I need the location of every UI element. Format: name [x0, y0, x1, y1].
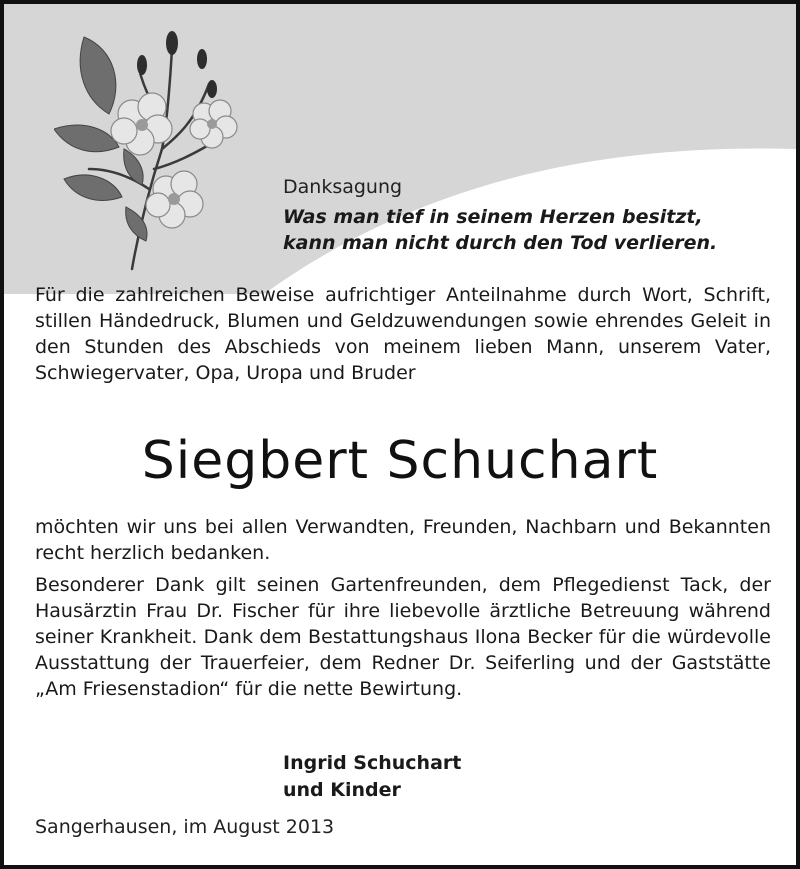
rose-branch-icon [54, 29, 264, 274]
special-thanks-paragraph: Besonderer Dank gilt seinen Gartenfreunden, dem Pflegedienst Tack, der Hausärztin Frau Dr. Fischer für ihre liebevolle ärztliche Betreuung während seiner Krankheit. Dank dem Bestattungshaus Ilona Becker für die würdevolle Ausstattung der Trauerfeier, dem Redner Dr. Seiferling und der Gaststätte „Am Friesenstadion“ für die nette Bewirtung. [35, 574, 771, 700]
notice-label: Danksagung [283, 176, 403, 198]
verse-line: kann man nicht durch den Tod verlieren. [283, 232, 718, 254]
deceased-name: Siegbert Schuchart [141, 431, 659, 491]
intro-block [283, 176, 783, 256]
signature [283, 750, 461, 804]
signature-line: Ingrid Schuchart [283, 752, 462, 774]
intro-paragraph: Für die zahlreichen Beweise aufrichtiger Anteilnahme durch Wort, Schrift, stillen Händedruck, Blumen und Geldzuwendungen sowie ehrendes Geleit in den Stunden des Abschieds von meinem lieben Mann, unserem Vater, Schwiegervater, Opa, Uropa und Bruder [35, 284, 771, 384]
thanks-paragraph: möchten wir uns bei allen Verwandten, Freunden, Nachbarn und Bekannten recht herzlich bedanken. [35, 516, 771, 564]
memorial-verse [283, 204, 783, 256]
signature-line: und Kinder [283, 779, 401, 801]
place-and-date: Sangerhausen, im August 2013 [35, 816, 335, 838]
verse-line: Was man tief in seinem Herzen besitzt, [283, 206, 703, 228]
